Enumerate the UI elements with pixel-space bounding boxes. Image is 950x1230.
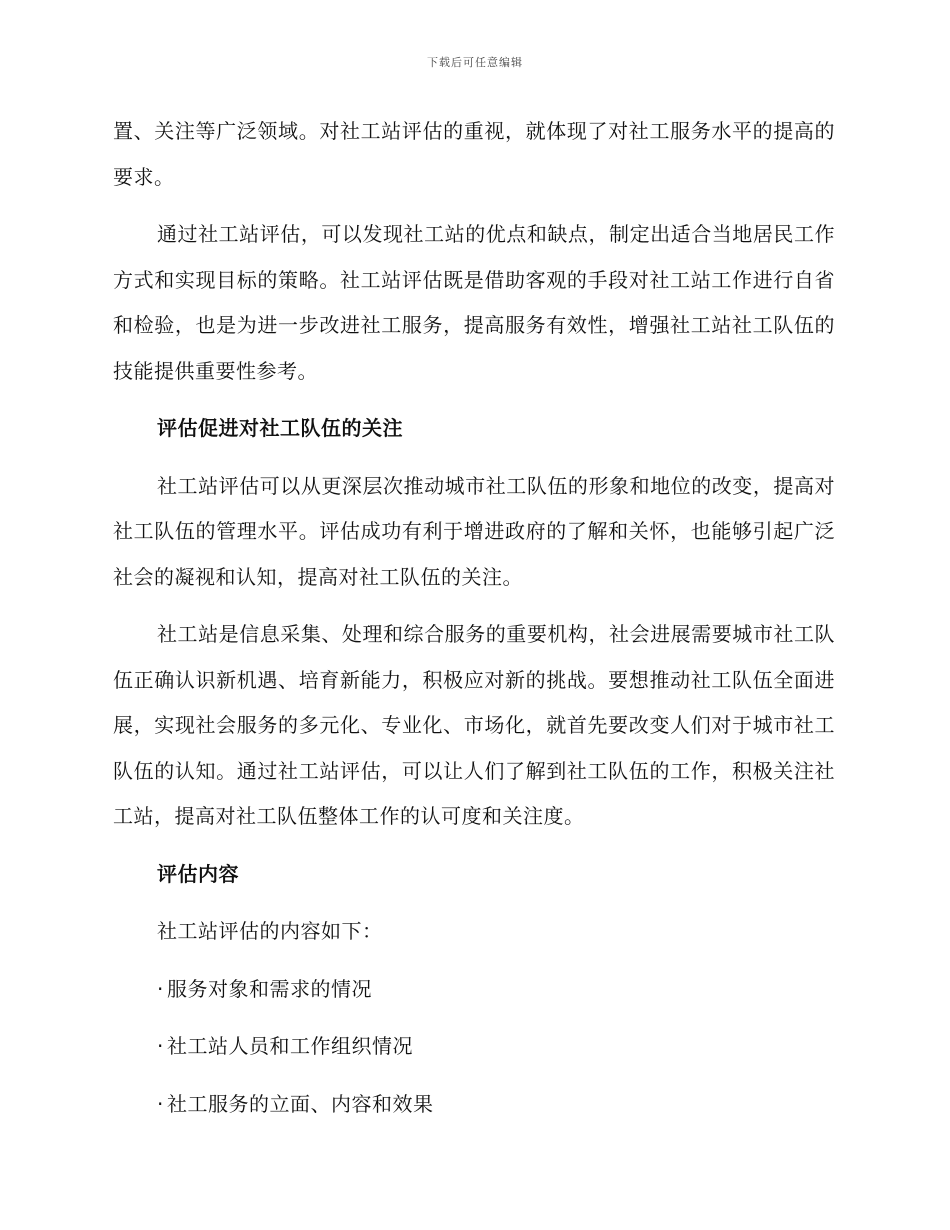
- paragraph: 通过社工站评估，可以发现社工站的优点和缺点，制定出适合当地居民工作方式和实现目标的策略。社工站评估既是借助客观的手段对社工站工作进行自省和检验，也是为进一步改进社工服务，提高服务有效性，增强社工站社工队伍的技能提供重要性参考。: [113, 222, 835, 383]
- section-heading: 评估内容: [157, 861, 239, 886]
- list-item: [113, 1024, 835, 1070]
- paragraph: 社工站是信息采集、处理和综合服务的重要机构，社会进展需要城市社工队伍正确认识新机遇、培育新能力，积极应对新的挑战。要想推动社工队伍全面进展，实现社会服务的多元化、专业化、市场化，就首先要改变人们对于城市社工队伍的认知。通过社工站评估，可以让人们了解到社工队伍的工作，积极关注社工站，提高对社工队伍整体工作的认可度和关注度。: [113, 622, 835, 828]
- list-item: [113, 1082, 835, 1128]
- list-item-text: 社工站人员和工作组织情况: [167, 1034, 413, 1058]
- list-item-text: 服务对象和需求的情况: [167, 976, 372, 1001]
- document-body: [113, 109, 835, 1139]
- paragraph: 社工站评估的内容如下：: [157, 919, 383, 943]
- paragraph: 社工站评估可以从更深层次推动城市社工队伍的形象和地位的改变，提高对社工队伍的管理水平。评估成功有利于增进政府的了解和关怀，也能够引起广泛社会的凝视和认知，提高对社工队伍的关注。: [113, 473, 835, 589]
- section-heading: 评估促进对社工队伍的关注: [157, 416, 403, 440]
- bullet-icon: ·: [157, 1091, 164, 1116]
- bullet-icon: ·: [157, 1034, 164, 1058]
- list-item-text: 社工服务的立面、内容和效果: [167, 1091, 434, 1116]
- header-note: 下载后可任意编辑: [427, 56, 523, 69]
- paragraph: 置、关注等广泛领域。对社工站评估的重视，就体现了对社工服务水平的提高的要求。: [113, 119, 835, 189]
- bullet-icon: ·: [157, 976, 164, 1001]
- list-item: [113, 967, 835, 1013]
